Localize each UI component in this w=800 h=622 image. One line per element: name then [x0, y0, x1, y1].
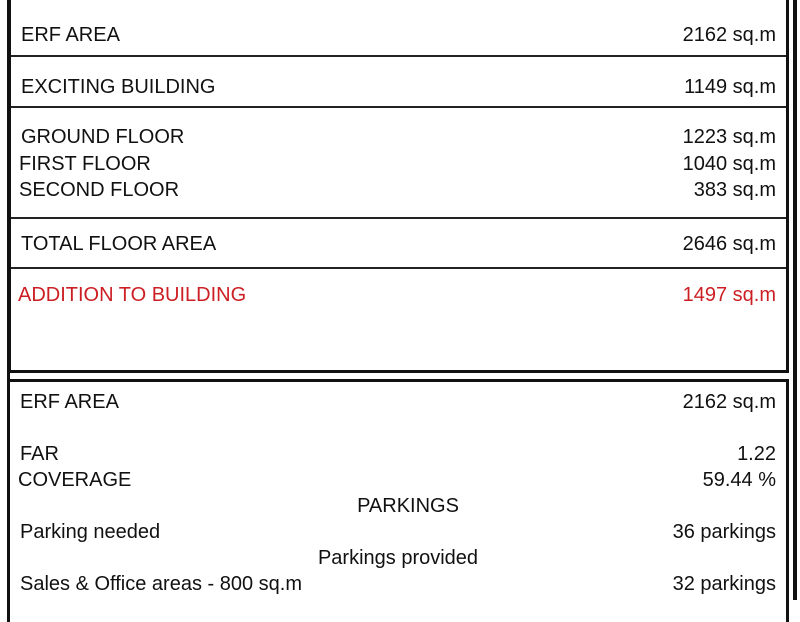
floor-label: FIRST FLOOR [19, 153, 151, 175]
far-label: FAR [20, 443, 59, 465]
floor-value: 1040 sq.m [682, 153, 776, 175]
outer-frame-right-border [793, 0, 797, 600]
coverage-value: 59.44 % [702, 469, 776, 491]
ratios-parking-table [7, 379, 789, 622]
floor-label: GROUND FLOOR [21, 126, 185, 148]
addition-to-building-row [11, 282, 786, 308]
far-value: 1.22 [737, 443, 776, 465]
total-floor-area-row [11, 231, 786, 257]
sales-office-value: 32 parkings [672, 573, 776, 595]
floor-row-first [11, 151, 786, 177]
existing-building-row [11, 74, 786, 100]
total-floor-area-section [11, 219, 786, 269]
parkings-heading-row [10, 493, 786, 519]
addition-label: ADDITION TO BUILDING [18, 284, 247, 306]
addition-section [11, 269, 786, 370]
addition-value: 1497 sq.m [682, 284, 776, 306]
floor-row-ground [11, 124, 786, 150]
sales-office-label: Sales & Office areas - 800 sq.m [20, 573, 302, 595]
existing-building-label: EXCITING BUILDING [21, 76, 216, 98]
coverage-row [10, 467, 786, 493]
erf-area-section [11, 0, 786, 57]
sales-office-row [10, 571, 786, 597]
erf-area-row [11, 22, 786, 48]
erf-area-row-2 [10, 389, 786, 415]
existing-building-section [11, 57, 786, 108]
coverage-label: COVERAGE [18, 469, 132, 491]
parkings-heading: PARKINGS [357, 495, 459, 517]
floor-row-second [11, 177, 786, 203]
erf-area-label: ERF AREA [21, 24, 120, 46]
parking-needed-label: Parking needed [20, 521, 161, 543]
floor-value: 383 sq.m [693, 179, 776, 201]
erf-area-value: 2162 sq.m [682, 391, 776, 413]
existing-building-value: 1149 sq.m [684, 76, 776, 98]
total-floor-area-label: TOTAL FLOOR AREA [21, 233, 217, 255]
floor-label: SECOND FLOOR [19, 179, 180, 201]
area-summary-table [8, 0, 789, 373]
far-row [10, 441, 786, 467]
parking-needed-row [10, 519, 786, 545]
floors-section [11, 108, 786, 219]
parking-needed-value: 36 parkings [672, 521, 776, 543]
parkings-provided-heading: Parkings provided [317, 547, 479, 569]
floor-value: 1223 sq.m [682, 126, 776, 148]
erf-area-label: ERF AREA [20, 391, 119, 413]
parkings-provided-heading-row [10, 545, 786, 571]
erf-area-value: 2162 sq.m [682, 24, 776, 46]
total-floor-area-value: 2646 sq.m [682, 233, 776, 255]
